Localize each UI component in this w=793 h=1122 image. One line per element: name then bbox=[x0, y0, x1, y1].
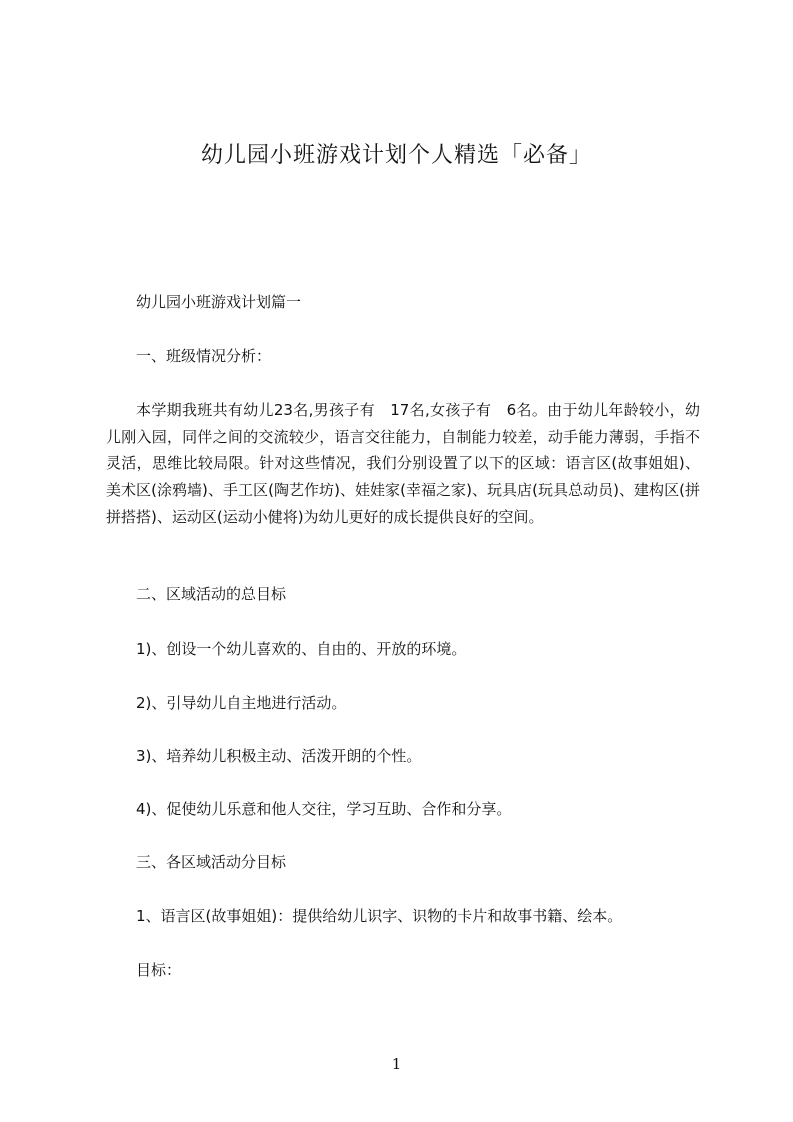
goal-label: 目标： bbox=[136, 961, 182, 979]
class-analysis-paragraph: 本学期我班共有幼儿23名,男孩子有 17名,女孩子有 6名。由于幼儿年龄较小，幼儿刚入园，同伴之间的交流较少，语言交往能力，自制能力较差，动手能力薄弱，手指不灵活，思维比较局限。针对这些情况，我们分别设置了以下的区域：语言区(故事姐姐)、美术区(涂鸦墙)、手工区(陶艺作坊)、娃娃家(幸福之家)、玩具店(玩具总动员)、建构区(拼拼搭搭)、运动区(运动小健将)为幼儿更好的成长提供良好的空间。 bbox=[106, 401, 700, 526]
goal-item-1: 1)、创设一个幼儿喜欢的、自由的、开放的环境。 bbox=[136, 640, 467, 658]
language-area-item: 1、语言区(故事姐姐)：提供给幼儿识字、识物的卡片和故事书籍、绘本。 bbox=[136, 907, 623, 925]
page-number: 1 bbox=[391, 1055, 402, 1073]
goal-item-4: 4)、促使幼儿乐意和他人交往，学习互助、合作和分享。 bbox=[136, 800, 512, 818]
goal-item-2: 2)、引导幼儿自主地进行活动。 bbox=[136, 694, 347, 712]
heading-area-goals: 三、各区域活动分目标 bbox=[136, 853, 287, 871]
heading-class-analysis: 一、班级情况分析： bbox=[136, 347, 272, 365]
document-title: 幼儿园小班游戏计划个人精选「必备」 bbox=[200, 143, 592, 168]
heading-overall-goals: 二、区域活动的总目标 bbox=[136, 585, 287, 603]
section-heading: 幼儿园小班游戏计划篇一 bbox=[136, 293, 302, 311]
goal-item-3: 3)、培养幼儿积极主动、活泼开朗的个性。 bbox=[136, 747, 422, 765]
